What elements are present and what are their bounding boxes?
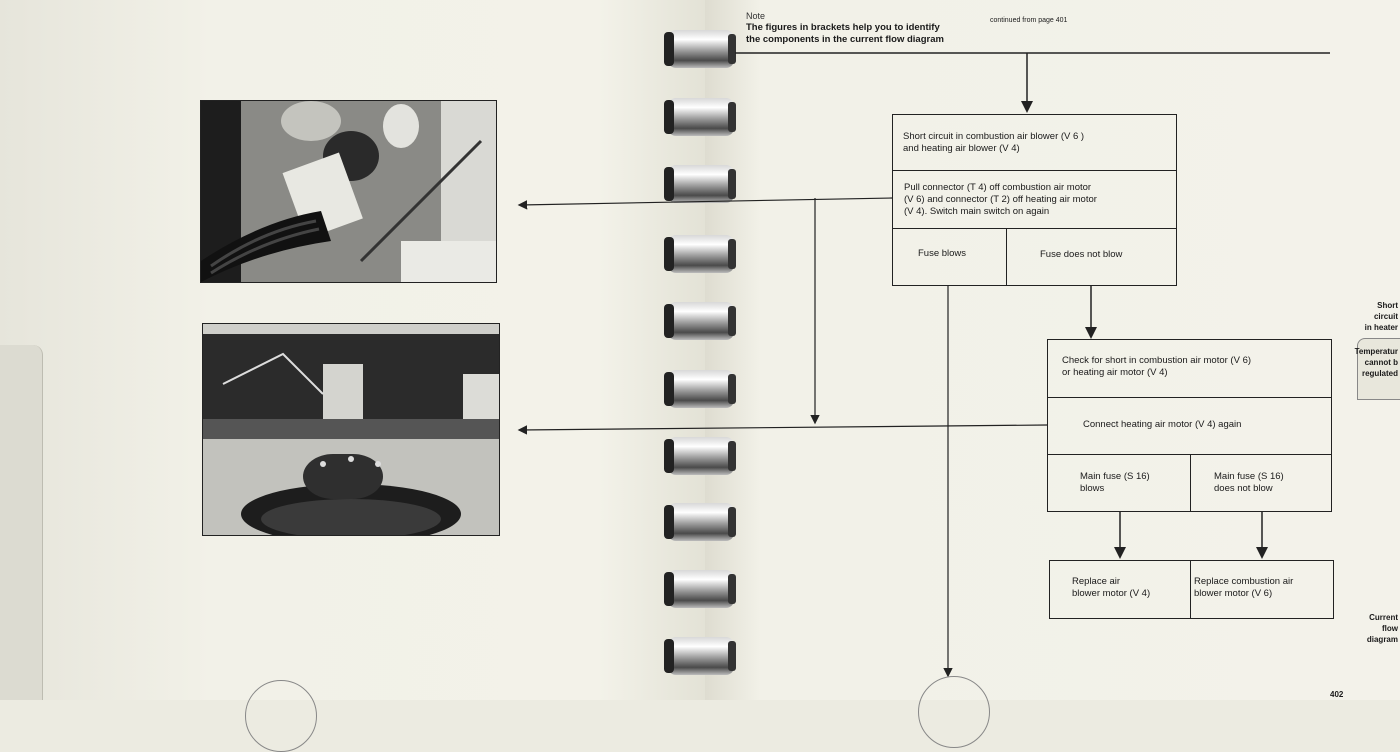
flow-check-short: Check for short in combustion air motor (V 6) or heating air motor (V 4)	[1062, 355, 1252, 378]
divider	[893, 228, 1177, 229]
continued-note: continued from page 401	[990, 17, 1068, 24]
note-body: The figures in brackets help you to identify the components in the current flow diagram	[746, 22, 944, 45]
flow-short-circuit: Short circuit in combustion air blower (V 6 ) and heating air blower (V 4)	[903, 131, 1085, 154]
divider	[893, 170, 1177, 171]
flow-main-fuse-not-blow: Main fuse (S 16) does not blow	[1214, 471, 1284, 494]
flow-fuse-blows: Fuse blows	[918, 248, 967, 259]
flow-replace-air-blower: Replace air blower motor (V 4)	[1072, 576, 1151, 599]
divider	[1190, 561, 1191, 618]
flow-main-fuse-blows: Main fuse (S 16) blows	[1080, 471, 1150, 494]
note-heading: Note	[746, 11, 766, 21]
flow-replace-combustion-blower: Replace combustion air blower motor (V 6)	[1194, 576, 1294, 599]
divider	[1006, 229, 1007, 285]
page-number: 402	[1330, 690, 1344, 699]
binder-hole	[918, 676, 990, 748]
flow-connect-heating: Connect heating air motor (V 4) again	[1083, 419, 1242, 430]
divider	[1190, 455, 1191, 511]
flow-pull-connector: Pull connector (T 4) off combustion air motor (V 6) and connector (T 2) off heating air motor (V 4). Switch main switch on again	[904, 182, 1097, 217]
tab-short-circuit-in-heater[interactable]: Short circuit in heater	[1364, 301, 1398, 332]
divider	[1048, 397, 1332, 398]
tab-temperature-label: Temperatur cannot b regulated	[1354, 347, 1398, 378]
flow-fuse-does-not-blow: Fuse does not blow	[1040, 249, 1123, 260]
tab-current-flow-diagram[interactable]: Current flow diagram	[1366, 613, 1398, 644]
